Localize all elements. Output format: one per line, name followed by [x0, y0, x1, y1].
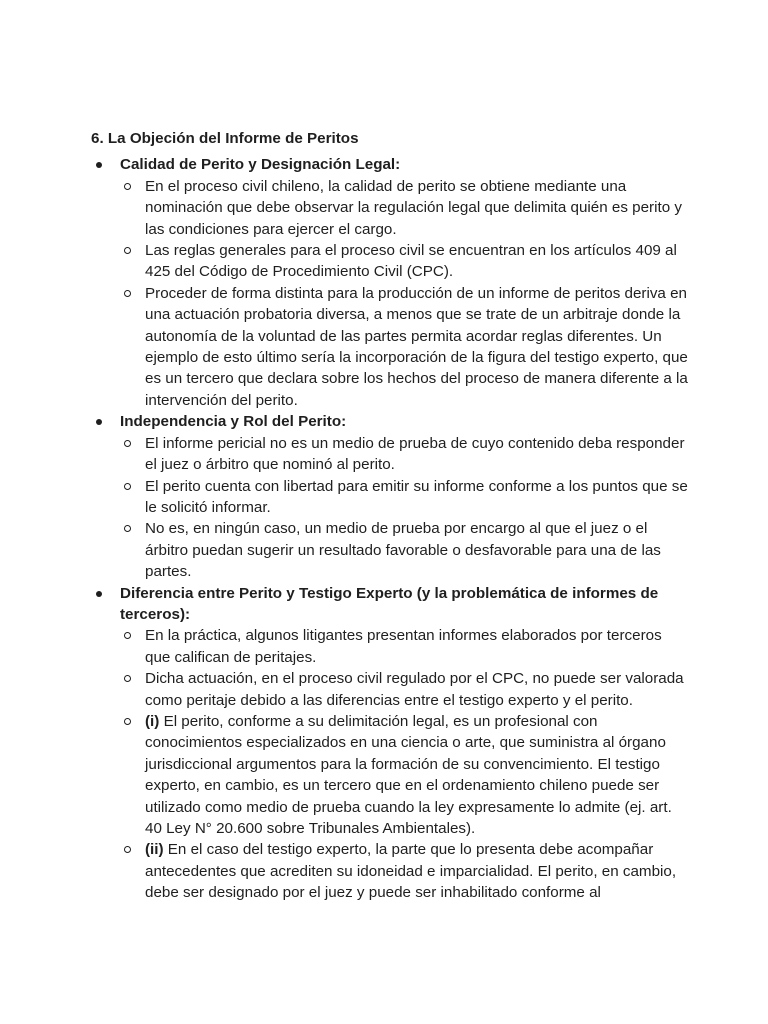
item-text: El informe pericial no es un medio de prueba de cuyo contenido deba responder el juez o árbitro que nominó al perito.: [145, 434, 685, 474]
list-item: [120, 668, 691, 711]
sub-list: [120, 625, 691, 903]
item-text: Las reglas generales para el proceso civil se encuentran en los artículos 409 al 425 del Código de Procedimiento Civil (CPC).: [145, 242, 677, 281]
outline-section: [91, 154, 691, 411]
list-item: [120, 476, 691, 519]
item-text: Dicha actuación, en el proceso civil regulado por el CPC, no puede ser valorada como peritaje debido a las diferencias entre el testigo experto y el perito.: [145, 670, 684, 709]
list-item: [120, 625, 691, 668]
list-item: [120, 176, 691, 240]
list-item: [120, 518, 691, 582]
hollow-bullet-icon: [124, 483, 131, 490]
section-title: Independencia y Rol del Perito:: [120, 413, 347, 431]
item-lead: (ii): [145, 841, 164, 859]
hollow-bullet-icon: [124, 525, 131, 532]
item-text: El perito cuenta con libertad para emitir su informe conforme a los puntos que se le solicitó informar.: [145, 477, 688, 516]
section-heading: 6. La Objeción del Informe de Peritos: [91, 130, 359, 147]
sub-list: [120, 176, 691, 411]
outline-list: [91, 154, 691, 903]
section-title: Diferencia entre Perito y Testigo Experto (y la problemática de informes de terceros):: [120, 584, 659, 623]
outline-section: [91, 583, 691, 904]
hollow-bullet-icon: [124, 632, 131, 639]
sub-list: [120, 433, 691, 583]
item-text: El perito, conforme a su delimitación legal, es un profesional con conocimientos especializados en una ciencia o arte, que suministra al órgano jurisdiccional argumentos para la formación de su convencimiento. El testigo experto, en cambio, es un tercero que en el ordenamiento chileno puede ser utilizado como medio de prueba cuando la ley expresamente lo admite (ej. art. 40 Ley N° 20.600 sobre Tribunales Ambientales).: [145, 712, 672, 837]
list-item: [120, 283, 691, 411]
filled-bullet-icon: [96, 419, 102, 425]
section-title: Calidad de Perito y Designación Legal:: [120, 156, 401, 174]
hollow-bullet-icon: [124, 247, 131, 254]
item-lead: (i): [145, 712, 160, 730]
document-page: [91, 128, 691, 904]
hollow-bullet-icon: [124, 290, 131, 297]
item-text: No es, en ningún caso, un medio de prueba por encargo al que el juez o el árbitro puedan sugerir un resultado favorable o desfavorable para una de las partes.: [145, 520, 661, 581]
filled-bullet-icon: [96, 591, 102, 597]
hollow-bullet-icon: [124, 846, 131, 853]
hollow-bullet-icon: [124, 675, 131, 682]
item-text: En el proceso civil chileno, la calidad de perito se obtiene mediante una nominación que debe observar la regulación legal que delimita quién es perito y las condiciones para ejercer el cargo.: [145, 177, 682, 238]
filled-bullet-icon: [96, 162, 102, 168]
list-item: [120, 433, 691, 476]
list-item: [120, 240, 691, 283]
item-text: En la práctica, algunos litigantes presentan informes elaborados por terceros que califican de peritajes.: [145, 627, 662, 666]
hollow-bullet-icon: [124, 183, 131, 190]
hollow-bullet-icon: [124, 718, 131, 725]
outline-section: [91, 411, 691, 582]
item-text: Proceder de forma distinta para la producción de un informe de peritos deriva en una actuación probatoria diversa, a menos que se trate de un arbitraje donde la autonomía de la voluntad de las partes permita acordar reglas diferentes. Un ejemplo de esto último sería la incorporación de la figura del testigo experto, que es un tercero que declara sobre los hechos del proceso de manera diferente a la intervención del perito.: [145, 284, 688, 409]
list-item: [120, 711, 691, 839]
hollow-bullet-icon: [124, 440, 131, 447]
list-item: [120, 839, 691, 903]
item-text: En el caso del testigo experto, la parte que lo presenta debe acompañar antecedentes que acrediten su idoneidad e imparcialidad. El perito, en cambio, debe ser designado por el juez y puede ser inhabilitado conforme al: [145, 841, 677, 902]
